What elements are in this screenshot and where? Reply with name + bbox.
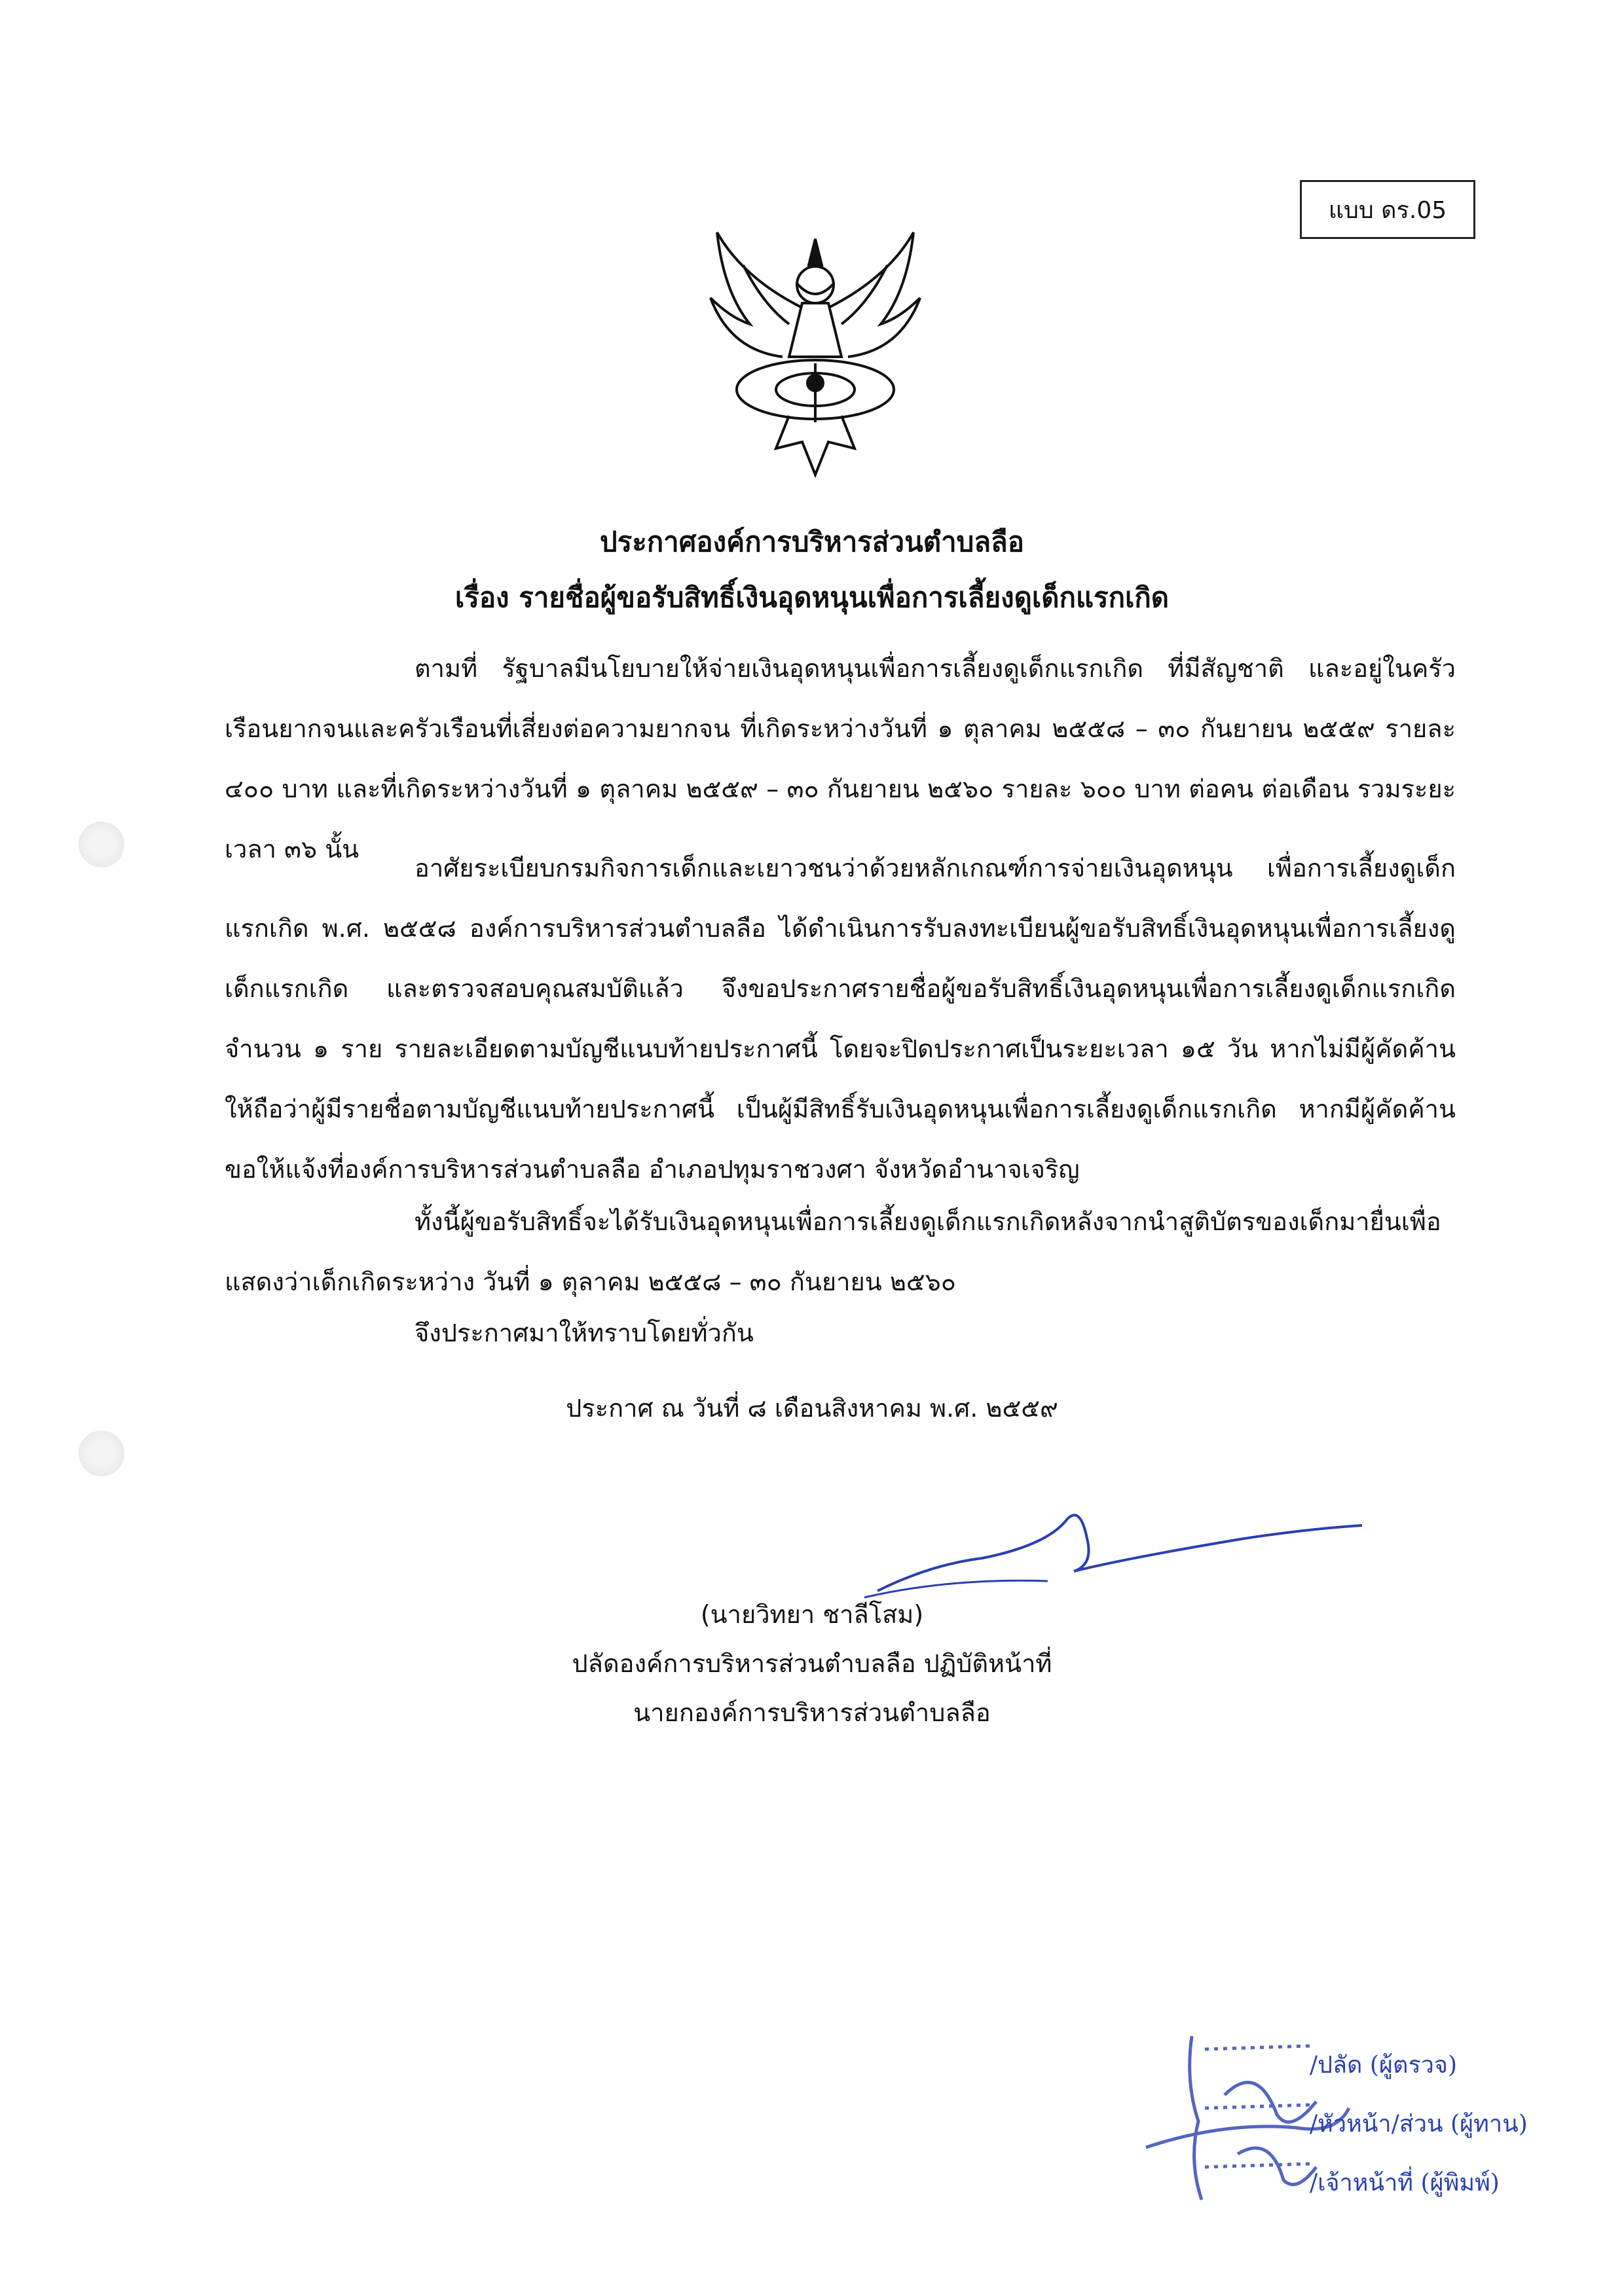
signatory-position-1: ปลัดองค์การบริหารส่วนตำบลลือ ปฏิบัติหน้าที่ xyxy=(572,1649,1052,1678)
body-paragraph-2 xyxy=(225,838,1456,1199)
stamp-line-reviewer: /หัวหน้า/ส่วน (ผู้ทาน) xyxy=(1310,2111,1528,2138)
announcement-date: ประกาศ ณ วันที่ ๘ เดือนสิงหาคม พ.ศ. ๒๕๕๙ xyxy=(566,1394,1058,1423)
garuda-emblem-icon xyxy=(704,226,927,494)
form-code-box: แบบ ดร.05 xyxy=(1300,180,1475,239)
body-paragraph-3 xyxy=(225,1192,1456,1312)
handwritten-signature xyxy=(851,1499,1375,1604)
stamp-line-typist: /เจ้าหน้าที่ (ผู้พิมพ์) xyxy=(1310,2170,1500,2196)
closing-line: จึงประกาศมาให้ทราบโดยทั่วกัน xyxy=(415,1319,754,1347)
punch-hole xyxy=(79,1430,124,1476)
signatory-name: (นายวิทยา ชาลีโสม) xyxy=(700,1600,924,1629)
body-paragraph-1-text: ตามที่ รัฐบาลมีนโยบายให้จ่ายเงินอุดหนุนเพื่อการเลี้ยงดูเด็กแรกเกิด ที่มีสัญชาติ และอยู่ในครัวเรือนยากจนและครัวเรือนที่เสี่ยงต่อความยากจน ที่เกิดระหว่างวันที่ ๑ ตุลาคม ๒๕๕๘ – ๓๐ กันยายน ๒๕๕๙ รายละ ๔๐๐ บาท และที่เกิดระหว่างวันที่ ๑ ตุลาคม ๒๕๕๙ – ๓๐ กันยายน ๒๕๖๐ รายละ ๖๐๐ บาท ต่อคน ต่อเดือน รวมระยะเวลา ๓๖ นั้น xyxy=(225,654,1456,864)
punch-hole xyxy=(79,822,124,867)
signatory-position-2: นายกองค์การบริหารส่วนตำบลลือ xyxy=(633,1698,991,1727)
announcement-subject: เรื่อง รายชื่อผู้ขอรับสิทธิ์เงินอุดหนุนเพื่อการเลี้ยงดูเด็กแรกเกิด xyxy=(454,581,1170,613)
body-paragraph-2-text: อาศัยระเบียบกรมกิจการเด็กและเยาวชนว่าด้วยหลักเกณฑ์การจ่ายเงินอุดหนุน เพื่อการเลี้ยงดูเด็กแรกเกิด พ.ศ. ๒๕๕๘ องค์การบริหารส่วนตำบลลือ ได้ดำเนินการรับลงทะเบียนผู้ขอรับสิทธิ์เงินอุดหนุนเพื่อการเลี้ยงดูเด็กแรกเกิด และตรวจสอบคุณสมบัติแล้ว จึงขอประกาศรายชื่อผู้ขอรับสิทธิ์เงินอุดหนุนเพื่อการเลี้ยงดูเด็กแรกเกิด จำนวน ๑ ราย รายละเอียดตามบัญชีแนบท้ายประกาศนี้ โดยจะปิดประกาศเป็นระยะเวลา ๑๕ วัน หากไม่มีผู้คัดค้าน ให้ถือว่าผู้มีรายชื่อตามบัญชีแนบท้ายประกาศนี้ เป็นผู้มีสิทธิ์รับเงินอุดหนุนเพื่อการเลี้ยงดูเด็กแรกเกิด หากมีผู้คัดค้านขอให้แจ้งที่องค์การบริหารส่วนตำบลลือ อำเภอปทุมราชวงศา จังหวัดอำนาจเจริญ xyxy=(225,854,1456,1184)
body-paragraph-3-text: ทั้งนี้ผู้ขอรับสิทธิ์จะได้รับเงินอุดหนุนเพื่อการเลี้ยงดูเด็กแรกเกิดหลังจากนำสูติบัตรของเด็กมายื่นเพื่อแสดงว่าเด็กเกิดระหว่าง วันที่ ๑ ตุลาคม ๒๕๕๘ – ๓๐ กันยายน ๒๕๖๐ xyxy=(225,1207,1441,1296)
announcement-title: ประกาศองค์การบริหารส่วนตำบลลือ xyxy=(599,526,1025,558)
stamp-line-checker: /ปลัด (ผู้ตรวจ) xyxy=(1310,2052,1458,2079)
